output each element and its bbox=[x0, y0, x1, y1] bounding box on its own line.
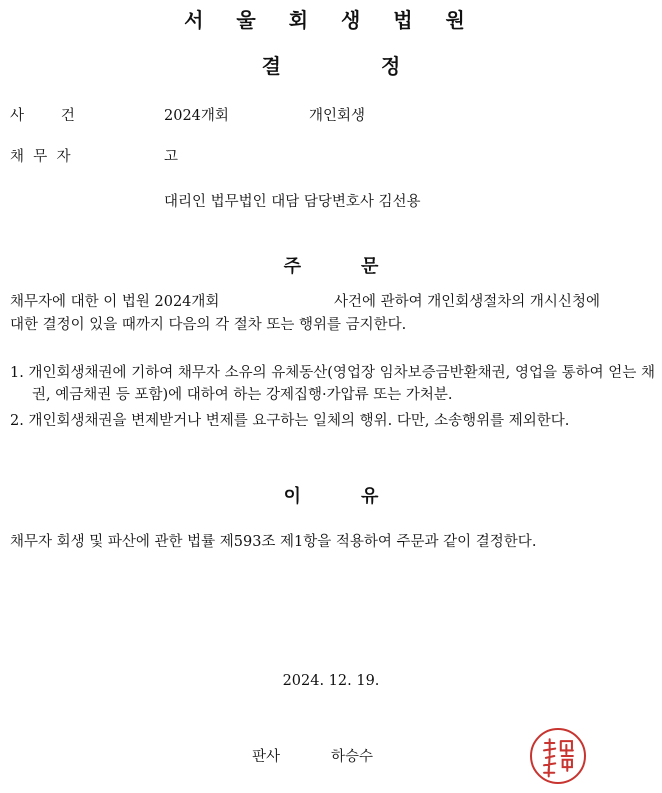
case-number: 2024개회 bbox=[164, 108, 229, 124]
order-heading-char-2: 문 bbox=[361, 256, 379, 277]
case-label: 사 건 bbox=[10, 108, 75, 124]
reason-heading bbox=[0, 482, 662, 508]
order-heading-char-1: 주 bbox=[283, 256, 301, 277]
judge-label: 판사 bbox=[252, 749, 281, 765]
order-heading bbox=[0, 252, 662, 278]
reason-heading-char-1: 이 bbox=[283, 486, 301, 507]
case-type: 개인회생 bbox=[309, 108, 366, 124]
reason-heading-char-2: 유 bbox=[361, 486, 379, 507]
order-item-1: 1. 개인회생채권에 기하여 채무자 소유의 유체동산(영업장 임차보증금반환채권, 영업을 통하여 얻는 채권, 예금채권 등 포함)에 대하여 하는 강제집행·가압류 또는 가처분. bbox=[10, 365, 655, 403]
order-item-2: 2. 개인회생채권을 변제받거나 변제를 요구하는 일체의 행위. 다만, 소송행위를 제외한다. bbox=[10, 413, 570, 429]
debtor-label: 채 무 자 bbox=[10, 149, 71, 165]
document-title bbox=[0, 50, 662, 79]
document-title-char-2: 정 bbox=[381, 54, 401, 78]
judge-seal-icon bbox=[530, 728, 586, 784]
document-title-char-1: 결 bbox=[261, 54, 281, 78]
debtor-name: 고 bbox=[164, 149, 179, 165]
order-intro-part-2: 사건에 관하여 개인회생절차의 개시신청에 bbox=[334, 294, 600, 310]
order-intro-part-3: 대한 결정이 있을 때까지 다음의 각 절차 또는 행위를 금지한다. bbox=[10, 317, 407, 333]
court-name: 서 울 회 생 법 원 bbox=[184, 8, 478, 32]
debtor-representative: 대리인 법무법인 대담 담당변호사 김선용 bbox=[164, 194, 421, 210]
decision-date: 2024. 12. 19. bbox=[282, 673, 380, 689]
order-intro-part-1: 채무자에 대한 이 법원 2024개회 bbox=[10, 294, 220, 310]
judge-name: 하승수 bbox=[331, 749, 374, 765]
reason-text: 채무자 회생 및 파산에 관한 법률 제593조 제1항을 적용하여 주문과 같이 결정한다. bbox=[10, 534, 537, 550]
